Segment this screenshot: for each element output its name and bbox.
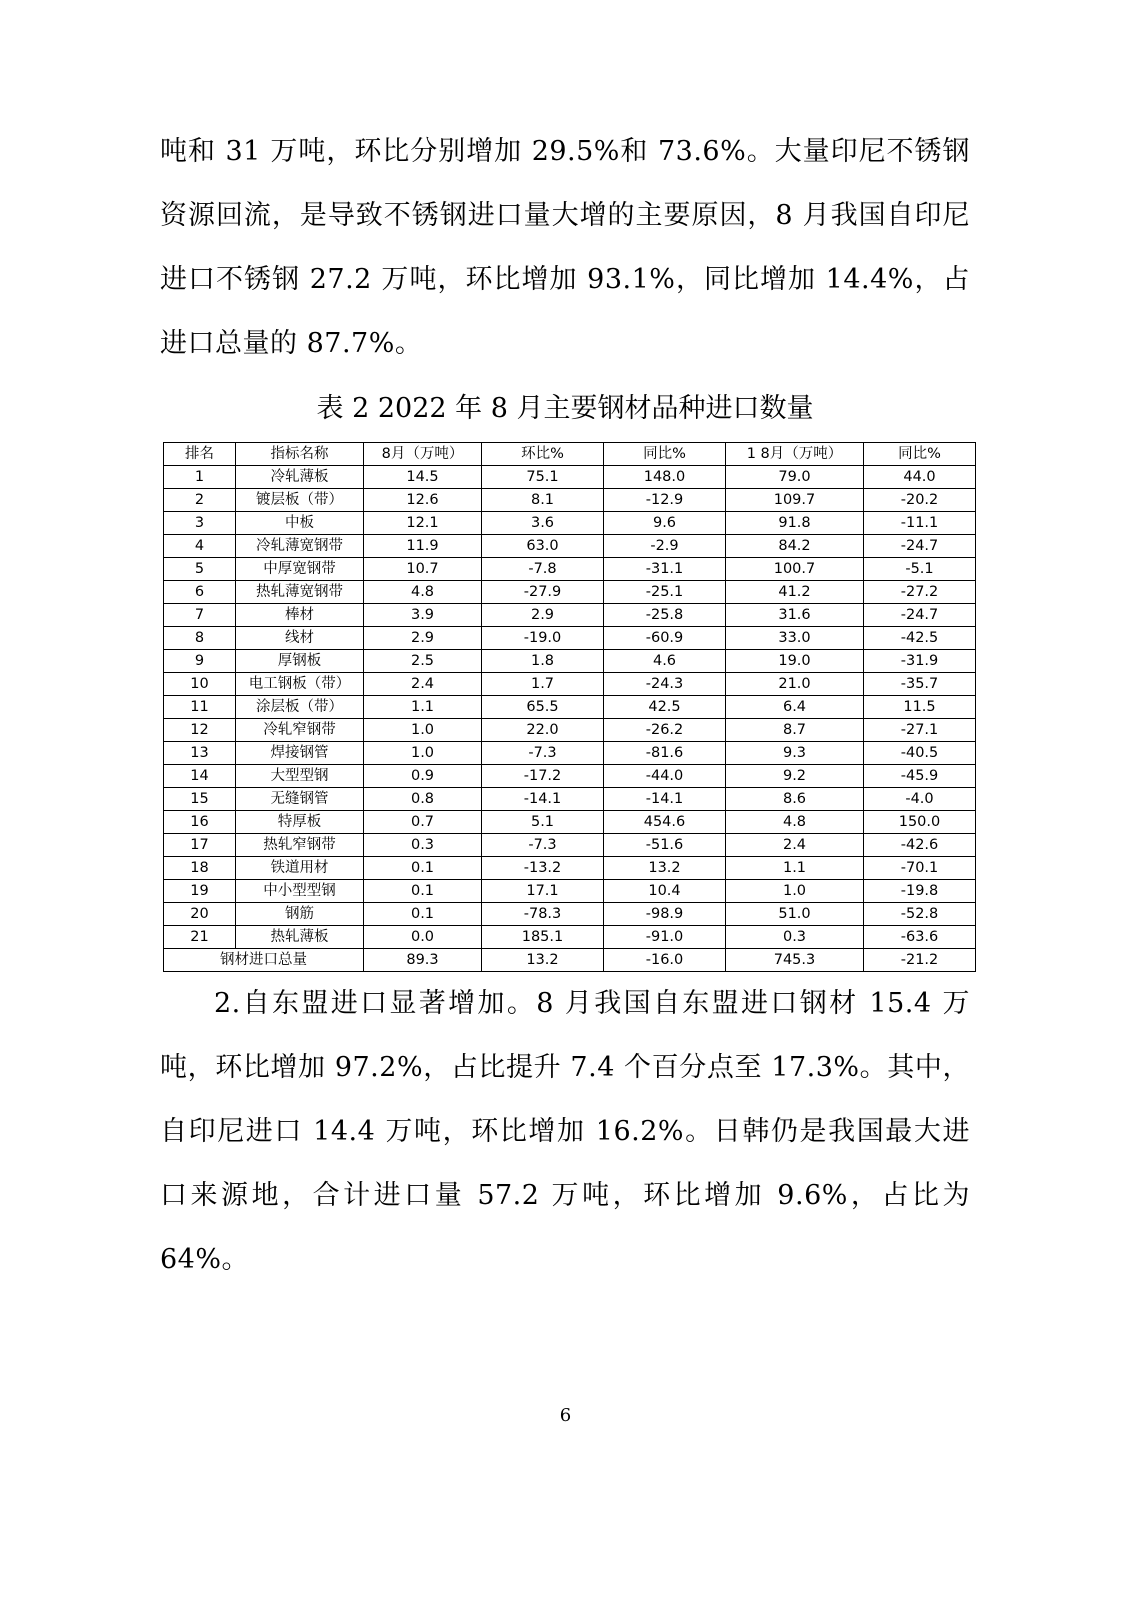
table-row xyxy=(164,558,976,581)
value-cell: 8.1 xyxy=(482,489,604,512)
value-cell: -60.9 xyxy=(604,627,726,650)
table-header-cell: 8月（万吨） xyxy=(364,443,482,466)
value-cell: 75.1 xyxy=(482,466,604,489)
rank-cell: 3 xyxy=(164,512,236,535)
rank-cell: 10 xyxy=(164,673,236,696)
indicator-cell: 涂层板（带） xyxy=(236,696,364,719)
table-row xyxy=(164,627,976,650)
value-cell: -19.0 xyxy=(482,627,604,650)
value-cell: 44.0 xyxy=(864,466,976,489)
value-cell: 1.0 xyxy=(364,742,482,765)
value-cell: 0.1 xyxy=(364,857,482,880)
value-cell: 9.2 xyxy=(726,765,864,788)
value-cell: -40.5 xyxy=(864,742,976,765)
indicator-cell: 焊接钢管 xyxy=(236,742,364,765)
value-cell: -35.7 xyxy=(864,673,976,696)
value-cell: -31.9 xyxy=(864,650,976,673)
value-cell: -12.9 xyxy=(604,489,726,512)
rank-cell: 13 xyxy=(164,742,236,765)
rank-cell: 9 xyxy=(164,650,236,673)
value-cell: 17.1 xyxy=(482,880,604,903)
value-cell: -13.2 xyxy=(482,857,604,880)
value-cell: -14.1 xyxy=(482,788,604,811)
indicator-cell: 中板 xyxy=(236,512,364,535)
rank-cell: 19 xyxy=(164,880,236,903)
total-value-cell: -21.2 xyxy=(864,949,976,972)
table-row xyxy=(164,903,976,926)
value-cell: 185.1 xyxy=(482,926,604,949)
value-cell: 0.8 xyxy=(364,788,482,811)
value-cell: -20.2 xyxy=(864,489,976,512)
value-cell: 1.1 xyxy=(726,857,864,880)
table-header-cell: 指标名称 xyxy=(236,443,364,466)
table-row xyxy=(164,673,976,696)
value-cell: 2.9 xyxy=(482,604,604,627)
indicator-cell: 中厚宽钢带 xyxy=(236,558,364,581)
value-cell: 31.6 xyxy=(726,604,864,627)
indicator-cell: 热轧薄板 xyxy=(236,926,364,949)
value-cell: 1.0 xyxy=(364,719,482,742)
value-cell: -7.3 xyxy=(482,742,604,765)
table-title: 表 2 2022 年 8 月主要钢材品种进口数量 xyxy=(316,393,814,424)
total-value-cell: 13.2 xyxy=(482,949,604,972)
value-cell: -31.1 xyxy=(604,558,726,581)
rank-cell: 15 xyxy=(164,788,236,811)
value-cell: 0.7 xyxy=(364,811,482,834)
value-cell: 4.8 xyxy=(364,581,482,604)
table-row xyxy=(164,512,976,535)
value-cell: -42.5 xyxy=(864,627,976,650)
page-number: 6 xyxy=(559,1405,572,1426)
value-cell: 150.0 xyxy=(864,811,976,834)
value-cell: -91.0 xyxy=(604,926,726,949)
value-cell: 12.6 xyxy=(364,489,482,512)
value-cell: 8.6 xyxy=(726,788,864,811)
value-cell: 100.7 xyxy=(726,558,864,581)
indicator-cell: 镀层板（带） xyxy=(236,489,364,512)
value-cell: 22.0 xyxy=(482,719,604,742)
value-cell: 8.7 xyxy=(726,719,864,742)
value-cell: 1.0 xyxy=(726,880,864,903)
rank-cell: 6 xyxy=(164,581,236,604)
value-cell: 33.0 xyxy=(726,627,864,650)
value-cell: -2.9 xyxy=(604,535,726,558)
value-cell: 10.4 xyxy=(604,880,726,903)
value-cell: 2.4 xyxy=(364,673,482,696)
table-total-row xyxy=(164,949,976,972)
value-cell: -19.8 xyxy=(864,880,976,903)
value-cell: 3.9 xyxy=(364,604,482,627)
table-row xyxy=(164,719,976,742)
value-cell: -63.6 xyxy=(864,926,976,949)
total-value-cell: 89.3 xyxy=(364,949,482,972)
value-cell: -7.8 xyxy=(482,558,604,581)
value-cell: 51.0 xyxy=(726,903,864,926)
table-row xyxy=(164,857,976,880)
table-row xyxy=(164,466,976,489)
value-cell: -11.1 xyxy=(864,512,976,535)
value-cell: 5.1 xyxy=(482,811,604,834)
value-cell: -27.1 xyxy=(864,719,976,742)
value-cell: 0.3 xyxy=(364,834,482,857)
import-quantity-table xyxy=(163,442,976,972)
table-header-cell: 同比% xyxy=(604,443,726,466)
value-cell: 9.6 xyxy=(604,512,726,535)
rank-cell: 21 xyxy=(164,926,236,949)
value-cell: 454.6 xyxy=(604,811,726,834)
rank-cell: 18 xyxy=(164,857,236,880)
rank-cell: 16 xyxy=(164,811,236,834)
value-cell: 19.0 xyxy=(726,650,864,673)
value-cell: 41.2 xyxy=(726,581,864,604)
table-row xyxy=(164,604,976,627)
value-cell: 0.1 xyxy=(364,903,482,926)
value-cell: 0.3 xyxy=(726,926,864,949)
value-cell: -24.7 xyxy=(864,604,976,627)
value-cell: 63.0 xyxy=(482,535,604,558)
indicator-cell: 热轧窄钢带 xyxy=(236,834,364,857)
table-header-cell: 环比% xyxy=(482,443,604,466)
value-cell: 14.5 xyxy=(364,466,482,489)
value-cell: 4.6 xyxy=(604,650,726,673)
table-row xyxy=(164,765,976,788)
indicator-cell: 中小型型钢 xyxy=(236,880,364,903)
value-cell: 65.5 xyxy=(482,696,604,719)
table-row xyxy=(164,535,976,558)
value-cell: 3.6 xyxy=(482,512,604,535)
value-cell: -42.6 xyxy=(864,834,976,857)
value-cell: -27.2 xyxy=(864,581,976,604)
rank-cell: 12 xyxy=(164,719,236,742)
rank-cell: 2 xyxy=(164,489,236,512)
value-cell: 2.9 xyxy=(364,627,482,650)
paragraph-bottom: 2.自东盟进口显著增加。8 月我国自东盟进口钢材 15.4 万吨，环比增加 97.2%，占比提升 7.4 个百分点至 17.3%。其中，自印尼进口 14.4 万吨，环比增加 16.2%。日韩仍是我国最大进口来源地，合计进口量 57.2 万吨，环比增加 9.6%，占比为 64%。 xyxy=(160,988,970,1275)
value-cell: 2.5 xyxy=(364,650,482,673)
value-cell: 9.3 xyxy=(726,742,864,765)
table-row xyxy=(164,650,976,673)
value-cell: -27.9 xyxy=(482,581,604,604)
value-cell: 4.8 xyxy=(726,811,864,834)
value-cell: -51.6 xyxy=(604,834,726,857)
value-cell: 91.8 xyxy=(726,512,864,535)
indicator-cell: 冷轧薄宽钢带 xyxy=(236,535,364,558)
table-row xyxy=(164,696,976,719)
value-cell: -24.7 xyxy=(864,535,976,558)
indicator-cell: 厚钢板 xyxy=(236,650,364,673)
value-cell: -81.6 xyxy=(604,742,726,765)
value-cell: 1.8 xyxy=(482,650,604,673)
value-cell: 0.0 xyxy=(364,926,482,949)
indicator-cell: 棒材 xyxy=(236,604,364,627)
value-cell: 11.5 xyxy=(864,696,976,719)
table-row xyxy=(164,788,976,811)
value-cell: -26.2 xyxy=(604,719,726,742)
value-cell: 2.4 xyxy=(726,834,864,857)
rank-cell: 5 xyxy=(164,558,236,581)
total-value-cell: 745.3 xyxy=(726,949,864,972)
value-cell: -24.3 xyxy=(604,673,726,696)
value-cell: 21.0 xyxy=(726,673,864,696)
value-cell: -70.1 xyxy=(864,857,976,880)
table-row xyxy=(164,581,976,604)
value-cell: 1.1 xyxy=(364,696,482,719)
rank-cell: 8 xyxy=(164,627,236,650)
table-row xyxy=(164,742,976,765)
value-cell: -25.8 xyxy=(604,604,726,627)
indicator-cell: 特厚板 xyxy=(236,811,364,834)
table-header-row xyxy=(164,443,976,466)
page-content xyxy=(160,120,970,1292)
value-cell: -45.9 xyxy=(864,765,976,788)
rank-cell: 14 xyxy=(164,765,236,788)
indicator-cell: 大型型钢 xyxy=(236,765,364,788)
table-row xyxy=(164,880,976,903)
value-cell: 1.7 xyxy=(482,673,604,696)
value-cell: -17.2 xyxy=(482,765,604,788)
indicator-cell: 电工钢板（带） xyxy=(236,673,364,696)
value-cell: -78.3 xyxy=(482,903,604,926)
indicator-cell: 冷轧窄钢带 xyxy=(236,719,364,742)
table-header-cell: 同比% xyxy=(864,443,976,466)
total-value-cell: -16.0 xyxy=(604,949,726,972)
indicator-cell: 无缝钢管 xyxy=(236,788,364,811)
value-cell: 148.0 xyxy=(604,466,726,489)
value-cell: -52.8 xyxy=(864,903,976,926)
total-label-cell: 钢材进口总量 xyxy=(164,949,364,972)
table-row xyxy=(164,489,976,512)
paragraph-top: 吨和 31 万吨，环比分别增加 29.5%和 73.6%。大量印尼不锈钢资源回流，是导致不锈钢进口量大增的主要原因，8 月我国自印尼进口不锈钢 27.2 万吨，环比增加 93.1%，同比增加 14.4%，占进口总量的 87.7%。 xyxy=(160,136,970,359)
value-cell: -98.9 xyxy=(604,903,726,926)
value-cell: 10.7 xyxy=(364,558,482,581)
table-row xyxy=(164,926,976,949)
indicator-cell: 热轧薄宽钢带 xyxy=(236,581,364,604)
value-cell: 109.7 xyxy=(726,489,864,512)
table-row xyxy=(164,811,976,834)
value-cell: 79.0 xyxy=(726,466,864,489)
value-cell: -4.0 xyxy=(864,788,976,811)
value-cell: -14.1 xyxy=(604,788,726,811)
indicator-cell: 铁道用材 xyxy=(236,857,364,880)
value-cell: 84.2 xyxy=(726,535,864,558)
table-row xyxy=(164,834,976,857)
value-cell: 0.9 xyxy=(364,765,482,788)
rank-cell: 1 xyxy=(164,466,236,489)
value-cell: -5.1 xyxy=(864,558,976,581)
rank-cell: 7 xyxy=(164,604,236,627)
value-cell: 6.4 xyxy=(726,696,864,719)
value-cell: -7.3 xyxy=(482,834,604,857)
rank-cell: 11 xyxy=(164,696,236,719)
value-cell: -25.1 xyxy=(604,581,726,604)
value-cell: 11.9 xyxy=(364,535,482,558)
table-header-cell: 排名 xyxy=(164,443,236,466)
value-cell: 12.1 xyxy=(364,512,482,535)
indicator-cell: 钢筋 xyxy=(236,903,364,926)
indicator-cell: 线材 xyxy=(236,627,364,650)
table-header-cell: 1 8月（万吨） xyxy=(726,443,864,466)
indicator-cell: 冷轧薄板 xyxy=(236,466,364,489)
value-cell: 13.2 xyxy=(604,857,726,880)
value-cell: 42.5 xyxy=(604,696,726,719)
rank-cell: 20 xyxy=(164,903,236,926)
value-cell: 0.1 xyxy=(364,880,482,903)
value-cell: -44.0 xyxy=(604,765,726,788)
rank-cell: 17 xyxy=(164,834,236,857)
rank-cell: 4 xyxy=(164,535,236,558)
